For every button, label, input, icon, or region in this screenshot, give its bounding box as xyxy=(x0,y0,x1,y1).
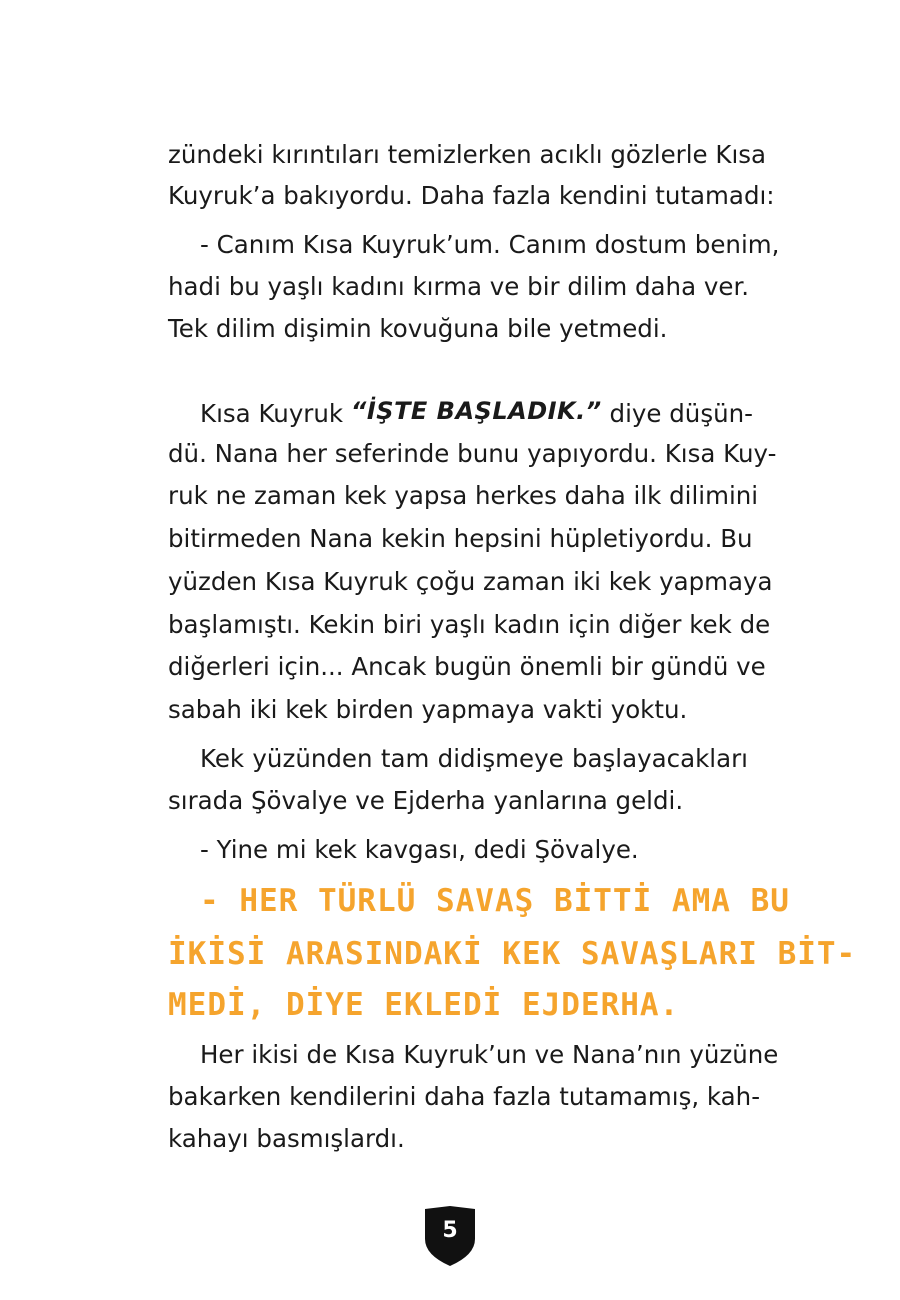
text-line: hadi bu yaşlı kadını kırma ve bir dilim daha ver. xyxy=(168,272,750,301)
text-line: sabah iki kek birden yapmaya vakti yoktu. xyxy=(168,695,688,724)
highlight-line: MEDİ, DİYE EKLEDİ EJDERHA. xyxy=(168,987,680,1023)
text-line: sırada Şövalye ve Ejderha yanlarına geldi. xyxy=(168,786,684,815)
highlight-line: İKİSİ ARASINDAKİ KEK SAVAŞLARI BİT- xyxy=(168,936,857,972)
page-number: 5 xyxy=(442,1218,458,1243)
text-line: dü. Nana her seferinde bunu yapıyordu. Kısa Kuy- xyxy=(168,439,777,468)
shout-text: “İŞTE BAŞLADIK.” xyxy=(350,397,602,425)
text-line: ruk ne zaman kek yapsa herkes daha ilk dilimini xyxy=(168,481,759,510)
text-line: Kek yüzünden tam didişmeye başlayacakları xyxy=(200,744,748,773)
text-line xyxy=(200,396,753,429)
text-line: kahayı basmışlardı. xyxy=(168,1124,405,1153)
text-line: Her ikisi de Kısa Kuyruk’un ve Nana’nın yüzüne xyxy=(200,1040,779,1069)
text-line: - Canım Kısa Kuyruk’um. Canım dostum benim, xyxy=(200,230,780,259)
text-line: Kuyruk’a bakıyordu. Daha fazla kendini tutamadı: xyxy=(168,181,775,210)
text-line: diğerleri için... Ancak bugün önemli bir gündü ve xyxy=(168,652,766,681)
text-line: başlamıştı. Kekin biri yaşlı kadın için diğer kek de xyxy=(168,610,771,639)
highlight-line: - HER TÜRLÜ SAVAŞ BİTTİ AMA BU xyxy=(200,883,790,919)
text-line: Tek dilim dişimin kovuğuna bile yetmedi. xyxy=(168,314,668,343)
text-line: zündeki kırıntıları temizlerken acıklı gözlerle Kısa xyxy=(168,140,767,169)
text-segment: diye düşün- xyxy=(601,399,753,428)
text-line: bakarken kendilerini daha fazla tutamamış, kah- xyxy=(168,1082,761,1111)
text-line: yüzden Kısa Kuyruk çoğu zaman iki kek yapmaya xyxy=(168,567,773,596)
text-line: - Yine mi kek kavgası, dedi Şövalye. xyxy=(200,835,639,864)
text-line: bitirmeden Nana kekin hepsini hüpletiyordu. Bu xyxy=(168,524,753,553)
page-number-badge xyxy=(421,1205,479,1267)
text-segment: Kısa Kuyruk xyxy=(200,399,351,428)
